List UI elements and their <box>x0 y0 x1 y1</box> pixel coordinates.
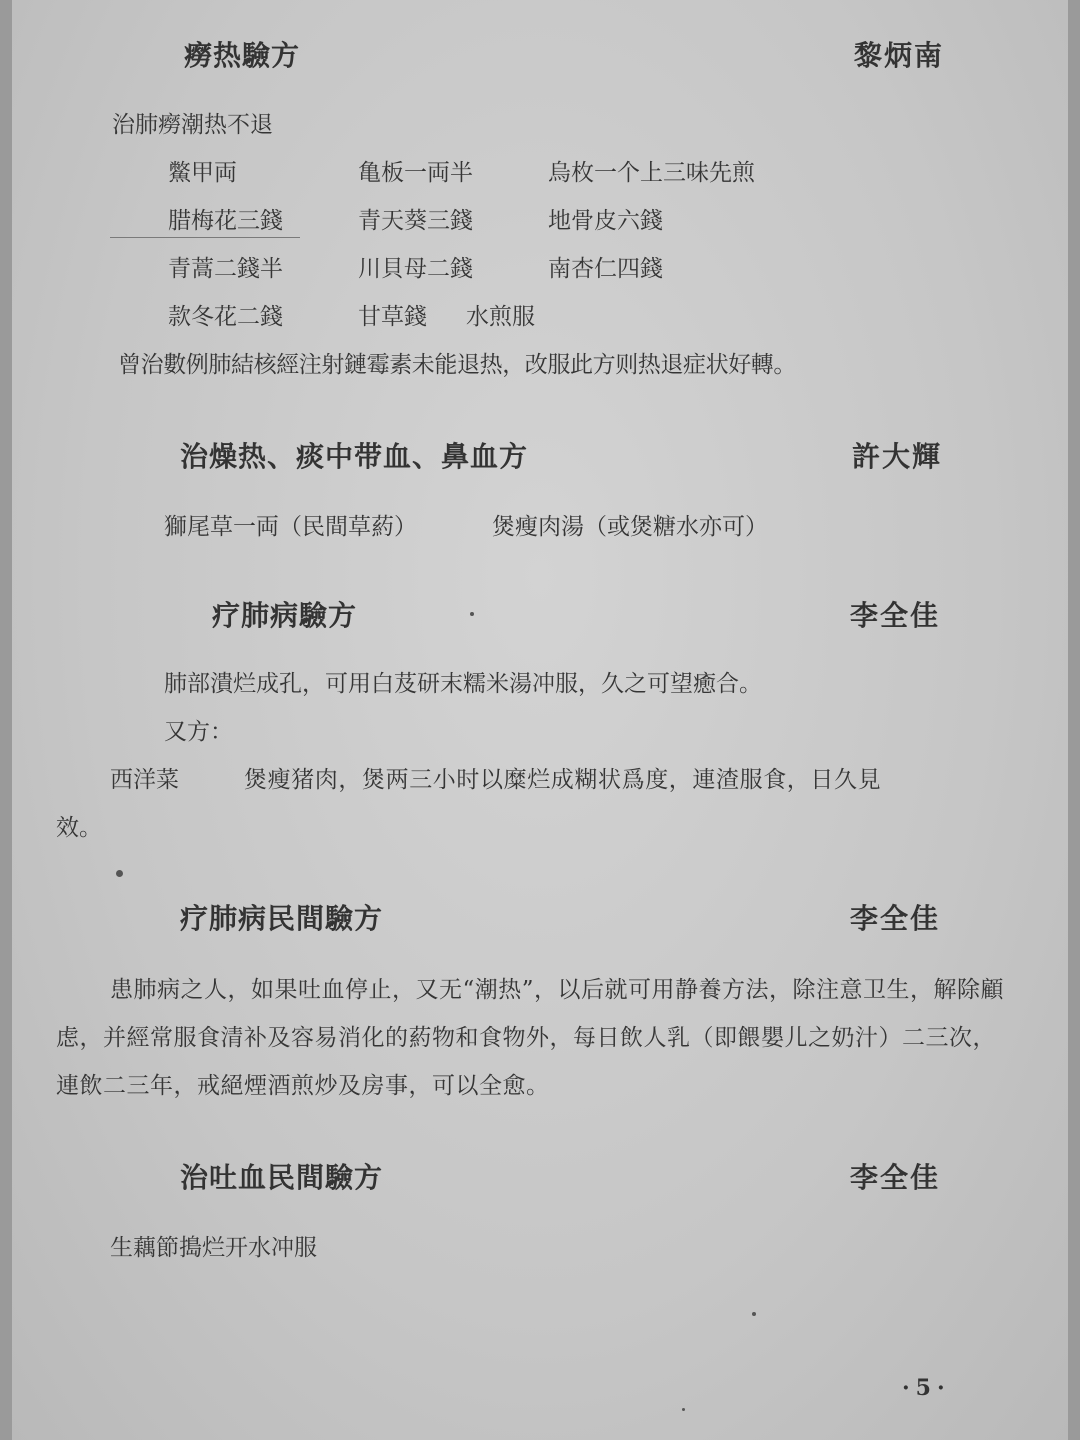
recipe-line: 煲瘦猪肉，煲两三小时以糜烂成糊状爲度，連渣服食，日久見 <box>244 767 882 793</box>
page-number: ·5· <box>902 1375 951 1401</box>
underline-mark <box>110 237 300 238</box>
section-title: 疗肺病驗方 <box>212 599 358 632</box>
section-author: 黎炳南 <box>854 39 945 72</box>
recipe-line: 生藕節搗烂开水冲服 <box>110 1235 317 1261</box>
section-author: 李全佳 <box>850 1161 941 1194</box>
ingredient: 款冬花二錢 <box>168 304 283 330</box>
speck-mark <box>116 870 123 877</box>
ingredient: 青天葵三錢 <box>358 208 473 234</box>
ingredient: 甘草錢 <box>358 304 427 330</box>
speck-mark <box>470 612 474 616</box>
section-author: 許大輝 <box>852 440 943 473</box>
section-title: 治吐血民間驗方 <box>180 1161 384 1194</box>
ingredient: 水煎服 <box>466 304 535 330</box>
ingredient: 腊梅花三錢 <box>168 208 283 234</box>
recipe-line: 獅尾草一両（民間草葯） <box>164 514 417 540</box>
section-author: 李全佳 <box>850 902 941 935</box>
recipe-line: 肺部潰烂成孔，可用白芨研末糯米湯冲服，久之可望癒合。 <box>164 671 762 697</box>
section-author: 李全佳 <box>850 599 941 632</box>
recipe-line: 西洋菜 <box>110 767 179 793</box>
recipe-line: 效。 <box>56 815 102 841</box>
ingredient: 南杏仁四錢 <box>548 256 663 282</box>
section-title: 治燥热、痰中带血、鼻血方 <box>180 440 529 473</box>
ingredient: 亀板一両半 <box>358 160 473 186</box>
recipe-line: 又方： <box>164 719 233 745</box>
section-title: 疗肺病民間驗方 <box>180 902 384 935</box>
paragraph-text: 患肺病之人，如果吐血停止，又无“潮热”，以后就可用静養方法，除注意卫生，解除顧虑，并經常服食清补及容易消化的葯物和食物外，每日飲人乳（即餵嬰儿之奶汁）二三次，連飲二三年，戒絕煙酒煎炒及房事，可以全愈。 <box>56 977 1005 1099</box>
speck-mark <box>752 1312 756 1316</box>
ingredient: 烏枚一个上三味先煎 <box>548 160 755 186</box>
ingredient: 青蒿二錢半 <box>168 256 283 282</box>
section-title: 癆热驗方 <box>184 39 301 72</box>
speck-mark <box>682 1408 685 1411</box>
ingredient: 地骨皮六錢 <box>548 208 663 234</box>
document-page <box>12 0 1068 1440</box>
note-text: 曾治數例肺結核經注射鏈霉素未能退热，改服此方则热退症状好轉。 <box>118 352 797 378</box>
ingredient: 鱉甲両 <box>168 160 237 186</box>
recipe-line: 煲瘦肉湯（或煲糖水亦可） <box>492 514 768 540</box>
indication-text: 治肺癆潮热不退 <box>112 112 273 138</box>
ingredient: 川貝母二錢 <box>358 256 473 282</box>
